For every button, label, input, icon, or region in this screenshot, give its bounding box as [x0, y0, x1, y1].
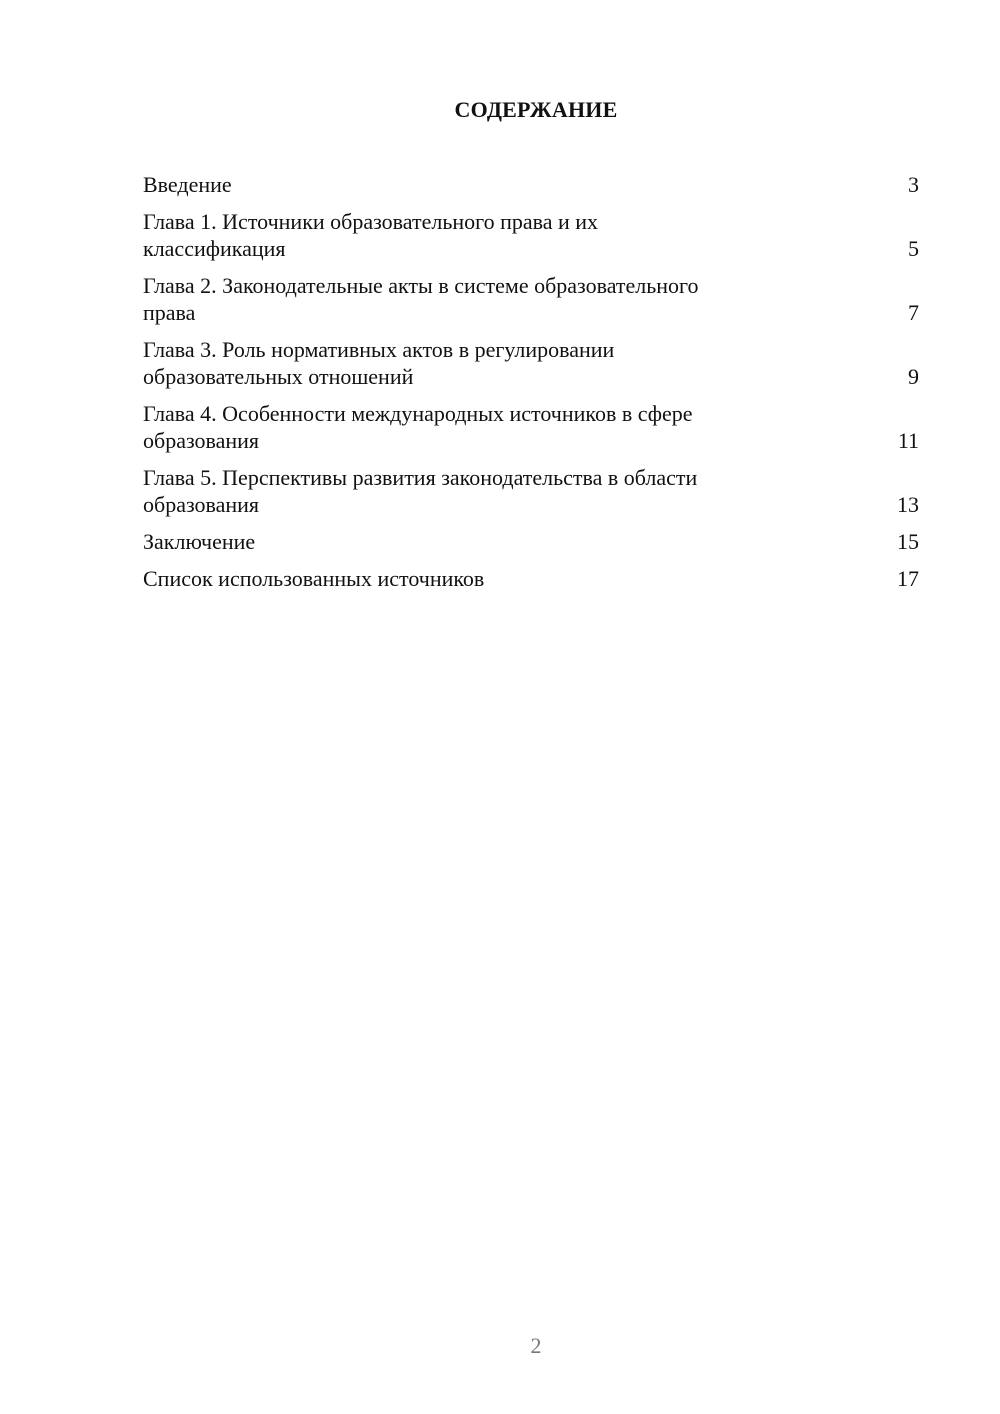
toc-entry-page: 17 [897, 566, 919, 591]
toc-entry-conclusion[interactable] [143, 528, 919, 555]
toc-entry-text: Глава 1. Источники образовательного права и их классификация [143, 209, 599, 261]
toc-entry-text: Глава 3. Роль нормативных актов в регулировании образовательных отношений [143, 337, 615, 389]
table-of-contents [143, 171, 919, 602]
toc-entry-references[interactable] [143, 565, 919, 592]
toc-entry-page: 11 [897, 428, 919, 453]
page-title: СОДЕРЖАНИЕ [454, 97, 618, 122]
toc-entry-text: Глава 5. Перспективы развития законодательства в области образования [143, 465, 698, 517]
toc-entry-chapter-5[interactable] [143, 464, 919, 518]
page-number: 2 [530, 1333, 542, 1358]
toc-entry-page: 5 [908, 236, 919, 261]
toc-entry-chapter-4[interactable] [143, 400, 919, 454]
toc-entry-page: 3 [908, 172, 919, 197]
toc-entry-text: Глава 2. Законодательные акты в системе образовательного права [143, 273, 699, 325]
toc-entry-text: Заключение [143, 529, 256, 554]
toc-entry-introduction[interactable] [143, 171, 919, 198]
toc-entry-chapter-1[interactable] [143, 208, 919, 262]
toc-entry-chapter-2[interactable] [143, 272, 919, 326]
toc-entry-page: 15 [897, 529, 919, 554]
toc-entry-page: 9 [908, 364, 919, 389]
toc-entry-chapter-3[interactable] [143, 336, 919, 390]
toc-entry-page: 13 [897, 492, 919, 517]
toc-entry-text: Список использованных источников [143, 566, 485, 591]
toc-entry-text: Глава 4. Особенности международных источников в сфере образования [143, 401, 693, 453]
toc-entry-text: Введение [143, 172, 232, 197]
toc-entry-page: 7 [908, 300, 919, 325]
